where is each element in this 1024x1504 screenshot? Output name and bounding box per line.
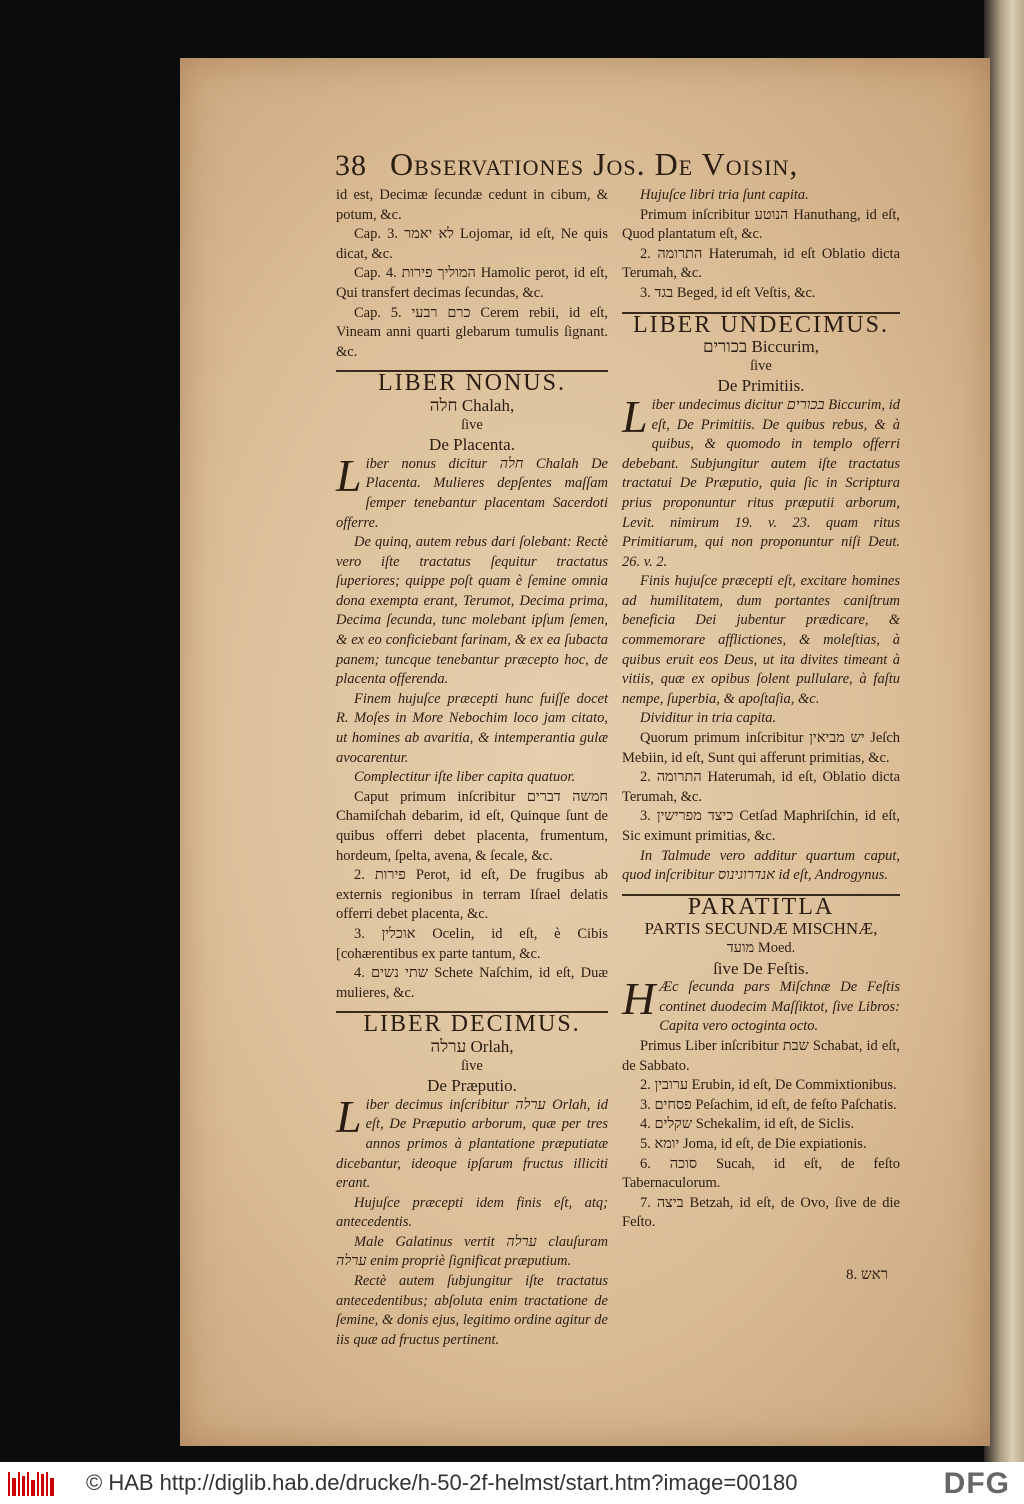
paragraph: In Talmude vero additur quartum caput, quod inſcribitur אנדרוגינוס id eſt, Androgynus. xyxy=(622,847,900,884)
intro-line: Cap. 3. לא יאמר Lojomar, id eſt, Ne quis dicat, &c. xyxy=(336,226,608,262)
book-body xyxy=(622,390,901,886)
hebrew-name: חלה Chalah, xyxy=(429,395,515,415)
paragraph: 5. יומא Joma, id eſt, de Die expiationis. xyxy=(640,1135,867,1152)
footer-bar xyxy=(0,1462,1024,1504)
paragraph: 3. אוכלין Ocelin, id eſt, è Cibis [cohærentibus ex parte tantum, &c. xyxy=(336,925,609,962)
book-subtitle: De Primitiis. xyxy=(717,376,805,396)
catchword: 8. ראש xyxy=(846,1267,888,1283)
page-header xyxy=(335,146,895,183)
paragraph: Quorum primum inſcribitur יש מביאין Jeſch Mebiin, id eſt, Sunt qui afferunt primitias, &c. xyxy=(622,730,901,766)
paratitla-title: PARATITLA xyxy=(687,893,835,920)
paragraph: Complectitur iſte liber capita quatuor. xyxy=(354,769,576,786)
paragraph: Liber decimus inſcribitur ערלה Orlah, id eſt, De Præputio arborum, quæ per tres annos primos à plantatione præputiatæ dicebantur, ideoque ipſarum fructus illiciti erant. xyxy=(336,1090,608,1192)
paragraph: Finem hujuſce præcepti hunc fuiſſe docet R. Moſes in More Nebochim loco jam citato, ut homines ab avaritia, & intemperantia gulæ avocarentur. xyxy=(336,690,608,766)
book-title: LIBER NONUS. xyxy=(377,370,566,397)
paragraph: Hujuſce præcepti idem finis eſt, atq; antecedentis. xyxy=(336,1194,608,1231)
left-intro xyxy=(336,186,608,362)
drop-cap: L xyxy=(336,1090,362,1142)
paragraph: 4. שתי נשים Schete Naſchim, id eſt, Duæ mulieres, &c. xyxy=(336,965,609,1001)
drop-cap: L xyxy=(336,449,362,501)
paragraph: 3. פסחים Peſachim, id eſt, de feſto Paſchatis. xyxy=(640,1096,897,1113)
intro-line: Hujuſce libri tria ſunt capita. xyxy=(640,187,809,203)
book-spine xyxy=(984,0,1024,1462)
paratitla-body xyxy=(622,973,901,1233)
sive-label: ſive xyxy=(461,1057,483,1074)
paragraph: Liber undecimus dicitur בכורים Biccurim, id eſt, De Primitiis. De quibus rebus, & à quibus, & quomodo in templo offerri debebant. Subjungitur autem iſte tractatus tractatui De Præputio, quia ſic in Scriptura prius proponuntur ritus præputii arborum, Levit. nimirum 19. v. 23. quam ritus Primitiarum, qui non proponuntur niſi Deut. 26. v. 2. xyxy=(622,390,900,570)
drop-cap: H xyxy=(622,973,656,1025)
intro-line: Primum inſcribitur הנוטע Hanuthang, id eſt, Quod plantatum eſt, &c. xyxy=(622,206,900,243)
dfg-logo: DFG xyxy=(943,1467,1010,1500)
paragraph: Rectè autem ſubjungitur iſte tractatus antecedentibus; abſoluta enim tractatione de ſemine, & donis ejus, legitimo ordine agitur de iis quæ ad fructus pertinent. xyxy=(336,1273,608,1348)
paragraph: De quinq, autem rebus dari ſolebant: Rectè vero iſte tractatus ſequitur tractatus ſuperiores; quippe poſt quam è ſemine omnia dona exempta erant, Terumot, Decima prima, Decima ſecunda, tunc molebant ipſum ſemen, & ex eo conficiebant farinam, & ex ea ſubacta panem; tuncque tenebantur præcepto hoc, de placenta offerenda. xyxy=(336,534,608,688)
intro-line: Cap. 4. המוליך פירות Hamolic perot, id eſt, Qui transfert decimas ſecundas, &c. xyxy=(336,265,608,301)
right-column xyxy=(622,186,900,1233)
paragraph: 7. ביצה Betzah, id eſt, de Ovo, ſive de die Feſto. xyxy=(622,1194,900,1231)
sive-label: ſive xyxy=(750,357,772,374)
intro-line: 2. התרומה Haterumah, id eſt Oblatio dicta Terumah, &c. xyxy=(622,245,901,282)
intro-line: id est, Decimæ ſecundæ cedunt in cibum, & potum, &c. xyxy=(336,187,608,223)
right-intro xyxy=(622,186,900,304)
hebrew-name: בכורים Biccurim, xyxy=(702,337,820,357)
intro-line: 3. בגד Beged, id eſt Veſtis, &c. xyxy=(640,284,816,301)
book-subtitle: De Præputio. xyxy=(427,1076,517,1096)
intro-line: Cap. 5. כרם רבעי Cerem rebii, id eſt, Vineam anni quarti glebarum tumulis ſignant. &c. xyxy=(336,304,608,360)
book-subtitle: De Placenta. xyxy=(429,435,515,455)
page-number: 38 xyxy=(335,149,367,182)
left-column xyxy=(336,186,608,1350)
paragraph: 2. התרומה Haterumah, id eſt, Oblatio dicta Terumah, &c. xyxy=(622,769,900,805)
paragraph: Liber nonus dicitur חלה Chalah De Placenta. Mulieres depſentes maſſam ſemper tenebantur placentam Sacerdoti offerre. xyxy=(336,449,608,531)
paragraph: Primus Liber inſcribitur שבת Schabat, id eſt, de Sabbato. xyxy=(622,1037,901,1074)
paratitla-line: מועד Moed. xyxy=(726,939,796,956)
hebrew-name: ערלה Orlah, xyxy=(430,1036,514,1056)
book-title: LIBER UNDECIMUS. xyxy=(632,311,889,338)
paratitla-line: PARTIS SECUNDÆ MISCHNÆ, xyxy=(644,919,878,939)
source-url[interactable]: © HAB http://diglib.hab.de/drucke/h-50-2f-helmst/start.htm?image=00180 xyxy=(86,1470,798,1495)
paragraph: Caput primum inſcribitur חמשה דברים Chamiſchah debarim, id eſt, Quinque ſunt de quibus offerri debet placenta, frumentum, hordeum, ſpelta, avena, & ſecale, &c. xyxy=(336,788,608,864)
book-body xyxy=(336,449,609,1004)
running-title: Observationes Jos. De Voisin, xyxy=(390,146,799,182)
drop-cap: L xyxy=(622,390,648,442)
paragraph: Male Galatinus vertit ערלה clauſuram ערלה enim propriè ſignificat præputium. xyxy=(336,1233,608,1270)
paragraph: 6. סוכה Sucah, id eſt, de feſto Tabernaculorum. xyxy=(622,1155,901,1192)
paragraph: Finis hujuſce præcepti eſt, excitare homines ad humilitatem, dum portantes caniſtrum beneficia Dei jubentur prædicare, & commemorare afflictiones, & moleſtias, à quibus eruit eos Deus, ut ita divites timeant à vitiis, quæ ex opibus ſolent pullulare, à faſtu nempe, ſuperbia, & apoſtaſia, &c. xyxy=(622,573,900,707)
paragraph: 2. פירות Perot, id eſt, De frugibus ab externis regionibus in terram Iſrael delatis offerri debet placenta, &c. xyxy=(336,867,608,923)
hab-logo-icon xyxy=(8,1472,56,1496)
paragraph: Dividitur in tria capita. xyxy=(640,710,777,727)
book-title: LIBER DECIMUS. xyxy=(363,1011,581,1038)
sive-label: ſive xyxy=(461,416,483,433)
paragraph: 4. שקלים Schekalim, id eſt, de Siclis. xyxy=(640,1116,855,1133)
paragraph: 2. ערובין Erubin, id eſt, De Commixtionibus. xyxy=(640,1077,897,1094)
paragraph: H Æc ſecunda pars Miſchnæ De Feſtis continet duodecim Maſſiktot, ſive Libros: Capita vero octoginta octo. xyxy=(622,973,900,1035)
paragraph: 3. כיצד מפרישין Cetſad Maphriſchin, id eſt, Sic eximunt primitias, &c. xyxy=(622,808,901,844)
paratitla-line: ſive De Feſtis. xyxy=(713,958,809,978)
book-body xyxy=(336,1090,608,1351)
